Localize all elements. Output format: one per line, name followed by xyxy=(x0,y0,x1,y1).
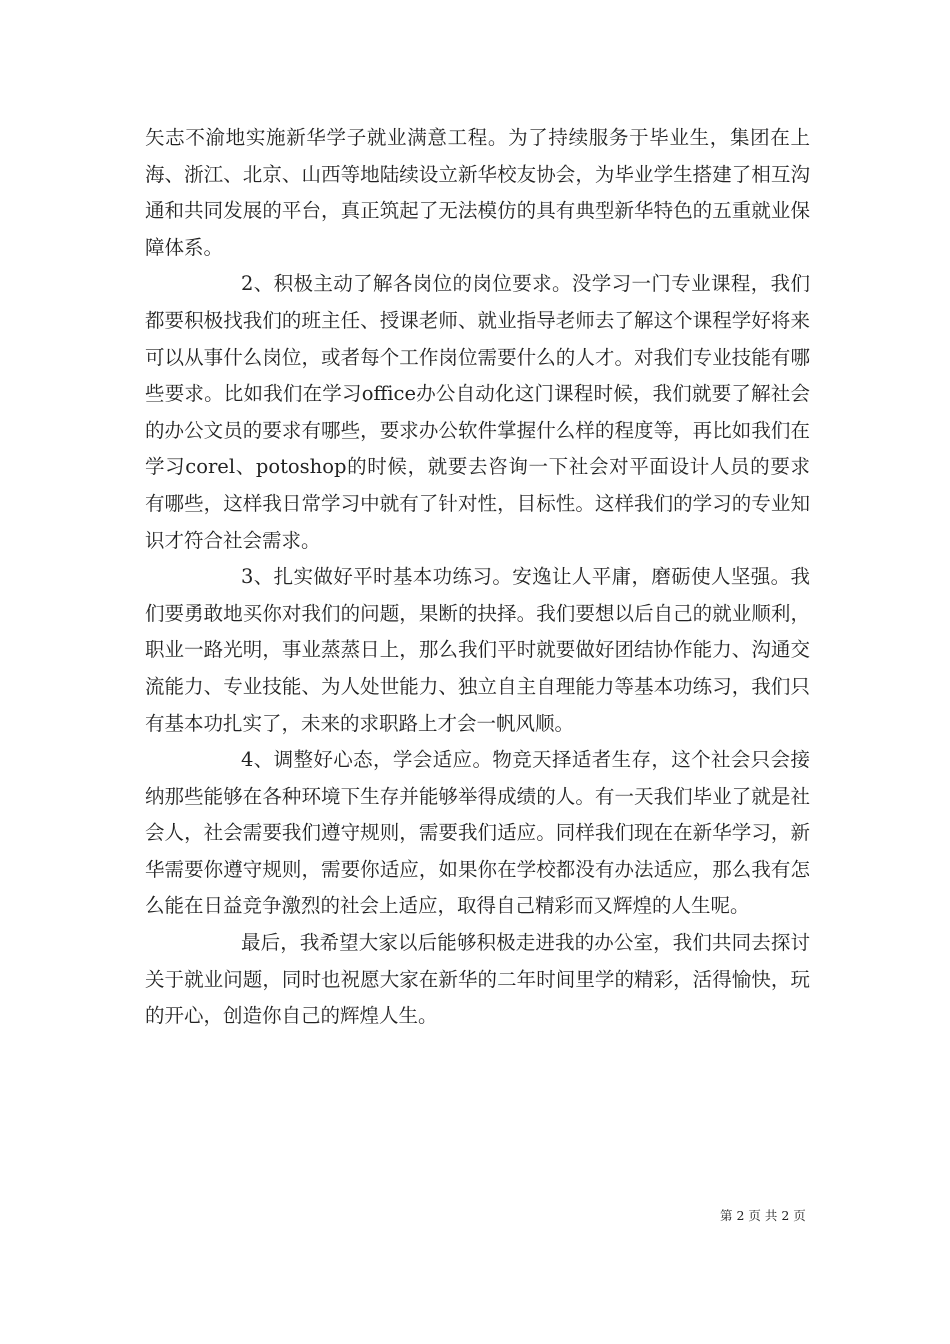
paragraph-intro: 矢志不渝地实施新华学子就业满意工程。为了持续服务于毕业生，集团在上海、浙江、北京、山西等地陆续设立新华校友协会，为毕业学生搭建了相互沟通和共同发展的平台，真正筑起了无法模仿的具有典型新华特色的五重就业保障体系。 xyxy=(145,126,810,259)
paragraph-point-3: 3、扎实做好平时基本功练习。安逸让人平庸，磨砺使人坚强。我们要勇敢地买你对我们的问题，果断的抉择。我们要想以后自己的就业顺利，职业一路光明，事业蒸蒸日上，那么我们平时就要做好团结协作能力、沟通交流能力、专业技能、为人处世能力、独立自主自理能力等基本功练习，我们只有基本功扎实了，未来的求职路上才会一帆风顺。 xyxy=(145,565,810,735)
document-body xyxy=(145,120,810,1035)
paragraph-conclusion: 最后，我希望大家以后能够积极走进我的办公室，我们共同去探讨关于就业问题，同时也祝愿大家在新华的二年时间里学的精彩，活得愉快，玩的开心，创造你自己的辉煌人生。 xyxy=(145,931,810,1028)
page-number-footer: 第 2 页 共 2 页 xyxy=(720,1208,806,1223)
paragraph-point-4: 4、调整好心态，学会适应。物竞天择适者生存，这个社会只会接纳那些能够在各种环境下生存并能够举得成绩的人。有一天我们毕业了就是社会人，社会需要我们遵守规则，需要我们适应。同样我们现在在新华学习，新华需要你遵守规则，需要你适应，如果你在学校都没有办法适应，那么我有怎么能在日益竞争激烈的社会上适应，取得自己精彩而又辉煌的人生呢。 xyxy=(145,748,810,918)
paragraph-point-2: 2、积极主动了解各岗位的岗位要求。没学习一门专业课程，我们都要积极找我们的班主任、授课老师、就业指导老师去了解这个课程学好将来可以从事什么岗位，或者每个工作岗位需要什么的人才。对我们专业技能有哪些要求。比如我们在学习office办公自动化这门课程时候，我们就要了解社会的办公文员的要求有哪些，要求办公软件掌握什么样的程度等，再比如我们在学习corel、potoshop的时候，就要去咨询一下社会对平面设计人员的要求有哪些，这样我日常学习中就有了针对性，目标性。这样我们的学习的专业知识才符合社会需求。 xyxy=(145,272,810,552)
